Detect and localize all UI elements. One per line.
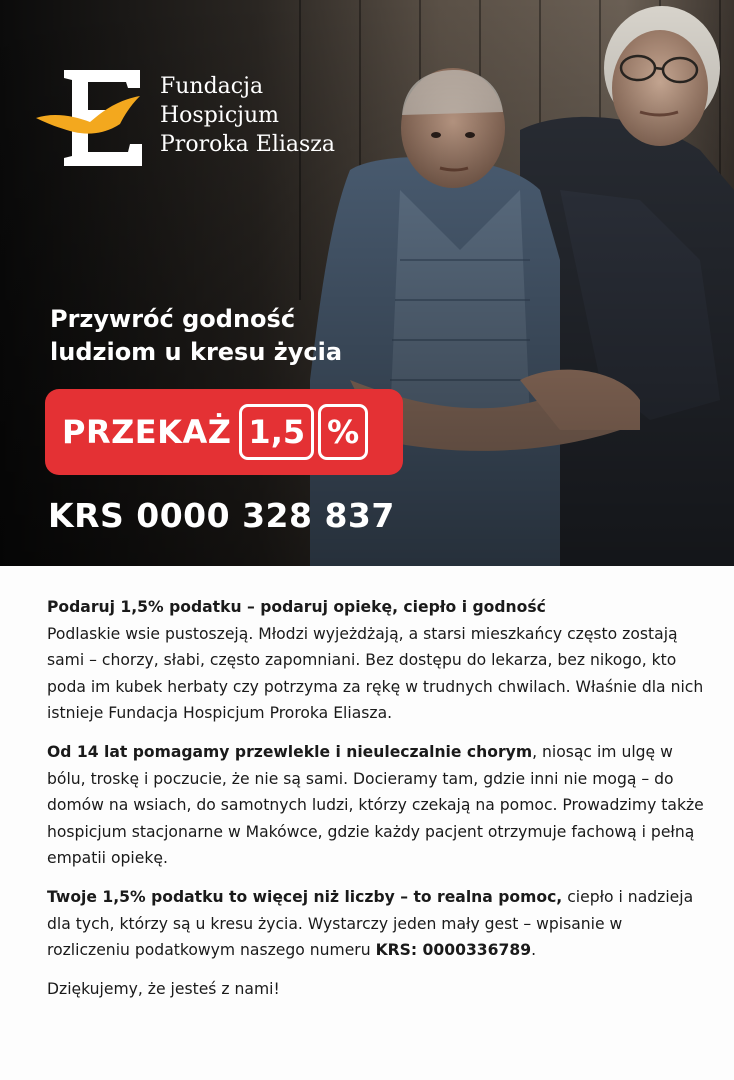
dove-e-logo-icon: [34, 66, 154, 170]
logo-line-3: Proroka Eliasza: [160, 132, 336, 157]
paragraph-3: [47, 884, 707, 964]
paragraph-1-heading: Podaruj 1,5% podatku – podaruj opiekę, ciepło i godność: [47, 598, 546, 616]
paragraph-2-body: , niosąc im ulgę w bólu, troskę i poczucie, że nie są sami. Docieramy tam, gdzie inni nie mogą – do domów na wsiach, do samotnych ludzi, którzy czekają na pomoc. Prowadzimy także hospicjum stacjonarne w Makówce, gdzie każdy pacjent otrzymuje fachową i pełną empatii opiekę.: [47, 742, 704, 868]
percent-number: 1,5: [239, 404, 314, 460]
headline-line-2: ludziom u kresu życia: [50, 338, 343, 366]
paragraph-1: [47, 594, 707, 727]
paragraph-2: [47, 739, 707, 872]
paragraph-3-end: .: [531, 941, 537, 960]
thanks-line: Dziękujemy, że jesteś z nami!: [47, 979, 280, 998]
percent-sign: %: [318, 404, 368, 460]
logo-line-2: Hospicjum: [160, 103, 280, 128]
description-text: [47, 594, 707, 1014]
paragraph-3-krs: KRS: 0000336789: [375, 941, 532, 960]
paragraph-2-bold: Od 14 lat pomagamy przewlekle i nieuleczalnie chorym: [47, 742, 533, 761]
paragraph-1-body: Podlaskie wsie pustoszeją. Młodzi wyjeżdżają, a starsi mieszkańcy często zostają sami – chorzy, słabi, często zapomniani. Bez dostępu do lekarza, bez nikogo, kto poda im kubek herbaty czy potrzyma za rękę w trudnych chwilach. Właśnie dla nich istnieje Fundacja Hospicjum Proroka Eliasza.: [47, 624, 704, 723]
paragraph-3-body: ciepło i nadzieja dla tych, którzy są u kresu życia. Wystarczy jeden mały gest – wpisanie w rozliczeniu podatkowym naszego numeru: [47, 887, 694, 960]
logo-line-1: Fundacja: [160, 74, 264, 99]
krs-number: KRS 0000 328 837: [48, 496, 395, 535]
paragraph-3-bold: Twoje 1,5% podatku to więcej niż liczby – to realna pomoc,: [47, 887, 563, 906]
headline: [50, 303, 342, 369]
donate-label: PRZEKAŻ: [62, 413, 232, 451]
foundation-logo: [34, 66, 354, 176]
percent-box: [239, 404, 368, 460]
logo-wordmark: [160, 72, 335, 159]
headline-line-1: Przywróć godność: [50, 305, 296, 333]
donate-banner: [45, 389, 403, 475]
